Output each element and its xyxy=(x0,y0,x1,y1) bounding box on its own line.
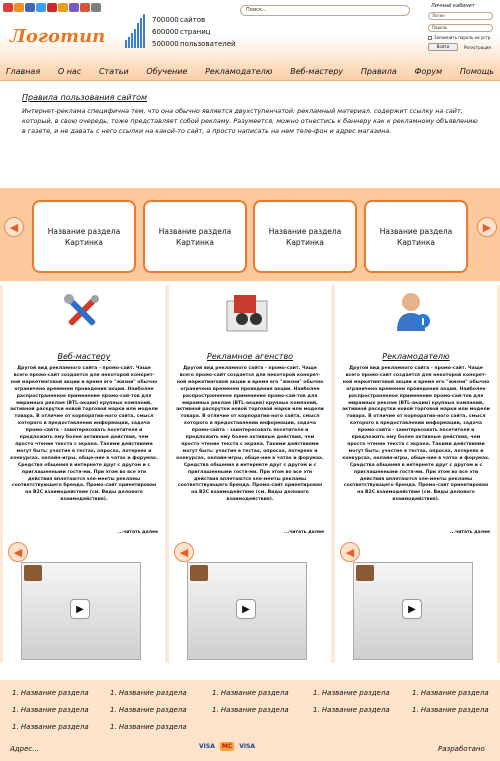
folder-icon xyxy=(356,565,374,581)
social-icon[interactable] xyxy=(36,3,46,12)
developer-credit: Разработано xyxy=(438,745,485,753)
rules-section xyxy=(22,93,482,136)
footer-link[interactable]: 1. Название раздела xyxy=(313,689,390,697)
column-advertiser xyxy=(335,285,497,663)
rules-title[interactable]: Правила пользования сайтом xyxy=(22,93,148,102)
play-icon[interactable]: ▶ xyxy=(402,599,422,619)
read-more-link[interactable]: ...читать далее xyxy=(118,530,159,535)
nav-item-about[interactable]: О нас xyxy=(57,67,82,76)
mastercard-logo: MC xyxy=(221,743,233,750)
video-player[interactable] xyxy=(21,562,141,660)
nav-item-forum[interactable]: Форум xyxy=(414,67,443,76)
footer-link[interactable]: 1. Название раздела xyxy=(12,706,89,714)
column-webmaster xyxy=(3,285,165,663)
social-icon[interactable] xyxy=(14,3,24,12)
social-icon[interactable] xyxy=(69,3,79,12)
footer-link[interactable]: 1. Название раздела xyxy=(412,689,489,697)
checkbox-icon[interactable] xyxy=(428,36,432,40)
footer-link[interactable]: 1. Название раздела xyxy=(12,723,89,731)
column-text: Другой вид рекламного сайта - промо-сайт. Чаще всего промо-сайт создается для некоторой конкрет-ной маркетинговой акции и время его "жизни" обычно ограничено временем проведения акции. Наиболее распространенное применение промо-сай-тов для мирамных реклам (BTL-акции) крупных компаний, активной раскрутки новой торговой марки или модели товара. В отличие от корпоратив-ного сайта, смысл которого в предоставлении информации, задача промо-сайта - заинтересовать посетителя и предложить ему более активные действия, чем просто чтение текста с экрана. Такими действиями могут быть: участие в тестах, опросах, лотереях и конкурсах, онлайн-игры, обще-ние в чатах и форумах. Средства общения в интернете друг с другом и с приглашенными гостя-ми. При этом во все эти действия вплетаются эле-менты рекламы соответствующего бренда. Промо-сайт ориентирован на B2C взаимодействие (см. Виды делового взаимодействия). xyxy=(10,366,158,503)
footer-link[interactable]: 1. Название раздела xyxy=(110,706,187,714)
footer-link[interactable]: 1. Название раздела xyxy=(12,689,89,697)
prev-arrow-icon[interactable]: ◀ xyxy=(8,542,28,562)
social-icon[interactable] xyxy=(80,3,90,12)
carousel-prev-icon[interactable]: ◀ xyxy=(4,217,24,237)
nav-item-webmaster[interactable]: Веб-мастеру xyxy=(290,67,344,76)
carousel-next-icon[interactable]: ▶ xyxy=(477,217,497,237)
column-agency xyxy=(169,285,331,663)
footer-link[interactable]: 1. Название раздела xyxy=(313,706,390,714)
social-icon[interactable] xyxy=(25,3,35,12)
site-stats xyxy=(152,14,236,50)
carousel-card[interactable]: Название раздела Картинка xyxy=(32,200,136,273)
agency-icon xyxy=(224,293,274,333)
login-field[interactable]: Логин xyxy=(428,12,493,20)
login-button[interactable]: Войти xyxy=(428,43,458,51)
search-input[interactable]: Поиск... xyxy=(240,5,410,16)
tools-icon xyxy=(63,293,101,331)
main-nav xyxy=(0,63,500,81)
stat-row: 700000сайтов xyxy=(152,16,206,24)
prev-arrow-icon[interactable]: ◀ xyxy=(340,542,360,562)
payment-logos xyxy=(197,742,257,751)
password-field[interactable]: Пароль xyxy=(428,24,493,32)
user-info-icon xyxy=(395,291,431,331)
footer-link[interactable]: 1. Название раздела xyxy=(110,723,187,731)
register-link[interactable]: Регистрация xyxy=(464,45,491,50)
stat-row: 600000страниц xyxy=(152,28,211,36)
read-more-link[interactable]: ...читать далее xyxy=(284,530,325,535)
nav-item-home[interactable]: Главная xyxy=(6,67,41,76)
footer-link[interactable]: 1. Название раздела xyxy=(110,689,187,697)
nav-item-help[interactable]: Помощь xyxy=(459,67,494,76)
folder-icon xyxy=(24,565,42,581)
read-more-link[interactable]: ...читать далее xyxy=(450,530,491,535)
footer-link[interactable]: 1. Название раздела xyxy=(212,689,289,697)
column-title[interactable]: Веб-мастеру xyxy=(57,352,111,361)
social-icon[interactable] xyxy=(91,3,101,12)
remember-checkbox[interactable]: Запомнить пароль на устр. xyxy=(428,35,492,40)
video-player[interactable] xyxy=(353,562,473,660)
rules-text: Интернет-реклама специфична тем, что она обычно является двухступенчатой: рекламный материал. содержит ссылку на сайт, который, в свою очередь, тоже представляет собой рекламу. Разумеется, можно отнестись к баннеру как к рекламному объявлению в газете, и не давать с него ссылки на какой-то сайт, а просто написать на нем теле-фон и адрес магазина. xyxy=(22,107,478,135)
carousel-card[interactable]: Название раздела Картинка xyxy=(253,200,357,273)
visa-logo: VISA xyxy=(199,743,215,750)
play-icon[interactable]: ▶ xyxy=(236,599,256,619)
logo[interactable]: Логотип xyxy=(10,26,106,47)
social-icons xyxy=(3,3,101,12)
social-icon[interactable] xyxy=(58,3,68,12)
play-icon[interactable]: ▶ xyxy=(70,599,90,619)
footer-link[interactable]: 1. Название раздела xyxy=(412,706,489,714)
folder-icon xyxy=(190,565,208,581)
column-text: Другой вид рекламного сайта - промо-сайт. Чаще всего промо-сайт создается для некоторой конкрет-ной маркетинговой акции и время его "жизни" обычно ограничено временем проведения акции. Наиболее распространенное применение промо-сай-тов для мирамных реклам (BTL-акции) крупных компаний, активной раскрутки новой торговой марки или модели товара. В отличие от корпоратив-ного сайта, смысл которого в предоставлении информации, задача промо-сайта - заинтересовать посетителя и предложить ему более активные действия, чем просто чтение текста с экрана. Такими действиями могут быть: участие в тестах, опросах, лотереях и конкурсах, онлайн-игры, обще-ние в чатах и форумах. Средства общения в интернете друг с другом и с приглашенными гостя-ми. При этом во все эти действия вплетаются эле-менты рекламы соответствующего бренда. Промо-сайт ориентирован на B2C взаимодействие (см. Виды делового взаимодействия). xyxy=(342,366,490,503)
nav-item-rules[interactable]: Правила xyxy=(360,67,397,76)
footer-link[interactable]: 1. Название раздела xyxy=(212,706,289,714)
carousel-card[interactable]: Название раздела Картинка xyxy=(143,200,247,273)
footer-address: Адрес... xyxy=(10,745,39,753)
column-title[interactable]: Рекламное агенство xyxy=(206,352,294,361)
nav-item-learning[interactable]: Обучение xyxy=(146,67,188,76)
stats-chart-icon xyxy=(125,14,145,48)
column-text: Другой вид рекламного сайта - промо-сайт. Чаще всего промо-сайт создается для некоторой конкрет-ной маркетинговой акции и время его "жизни" обычно ограничено временем проведения акции. Наиболее распространенное применение промо-сай-тов для мирамных реклам (BTL-акции) крупных компаний, активной раскрутки новой торговой марки или модели товара. В отличие от корпоратив-ного сайта, смысл которого в предоставлении информации, задача промо-сайта - заинтересовать посетителя и предложить ему более активные действия, чем просто чтение текста с экрана. Такими действиями могут быть: участие в тестах, опросах, лотереях и конкурсах, онлайн-игры, обще-ние в чатах и форумах. Средства общения в интернете друг с другом и с приглашенными гостя-ми. При этом во все эти действия вплетаются эле-менты рекламы соответствующего бренда. Промо-сайт ориентирован на B2C взаимодействие (см. Виды делового взаимодействия). xyxy=(176,366,324,503)
visa-logo: VISA xyxy=(239,743,256,750)
column-title[interactable]: Рекламодателю xyxy=(382,352,450,361)
social-icon[interactable] xyxy=(47,3,57,12)
stat-row: 500000пользователей xyxy=(152,40,236,48)
nav-item-articles[interactable]: Статьи xyxy=(98,67,129,76)
video-player[interactable] xyxy=(187,562,307,660)
carousel-card[interactable]: Название раздела Картинка xyxy=(364,200,468,273)
prev-arrow-icon[interactable]: ◀ xyxy=(174,542,194,562)
social-icon[interactable] xyxy=(3,3,13,12)
cabinet-title: Личный кабинет xyxy=(431,3,475,9)
nav-item-advertisers[interactable]: Рекламодателю xyxy=(205,67,273,76)
